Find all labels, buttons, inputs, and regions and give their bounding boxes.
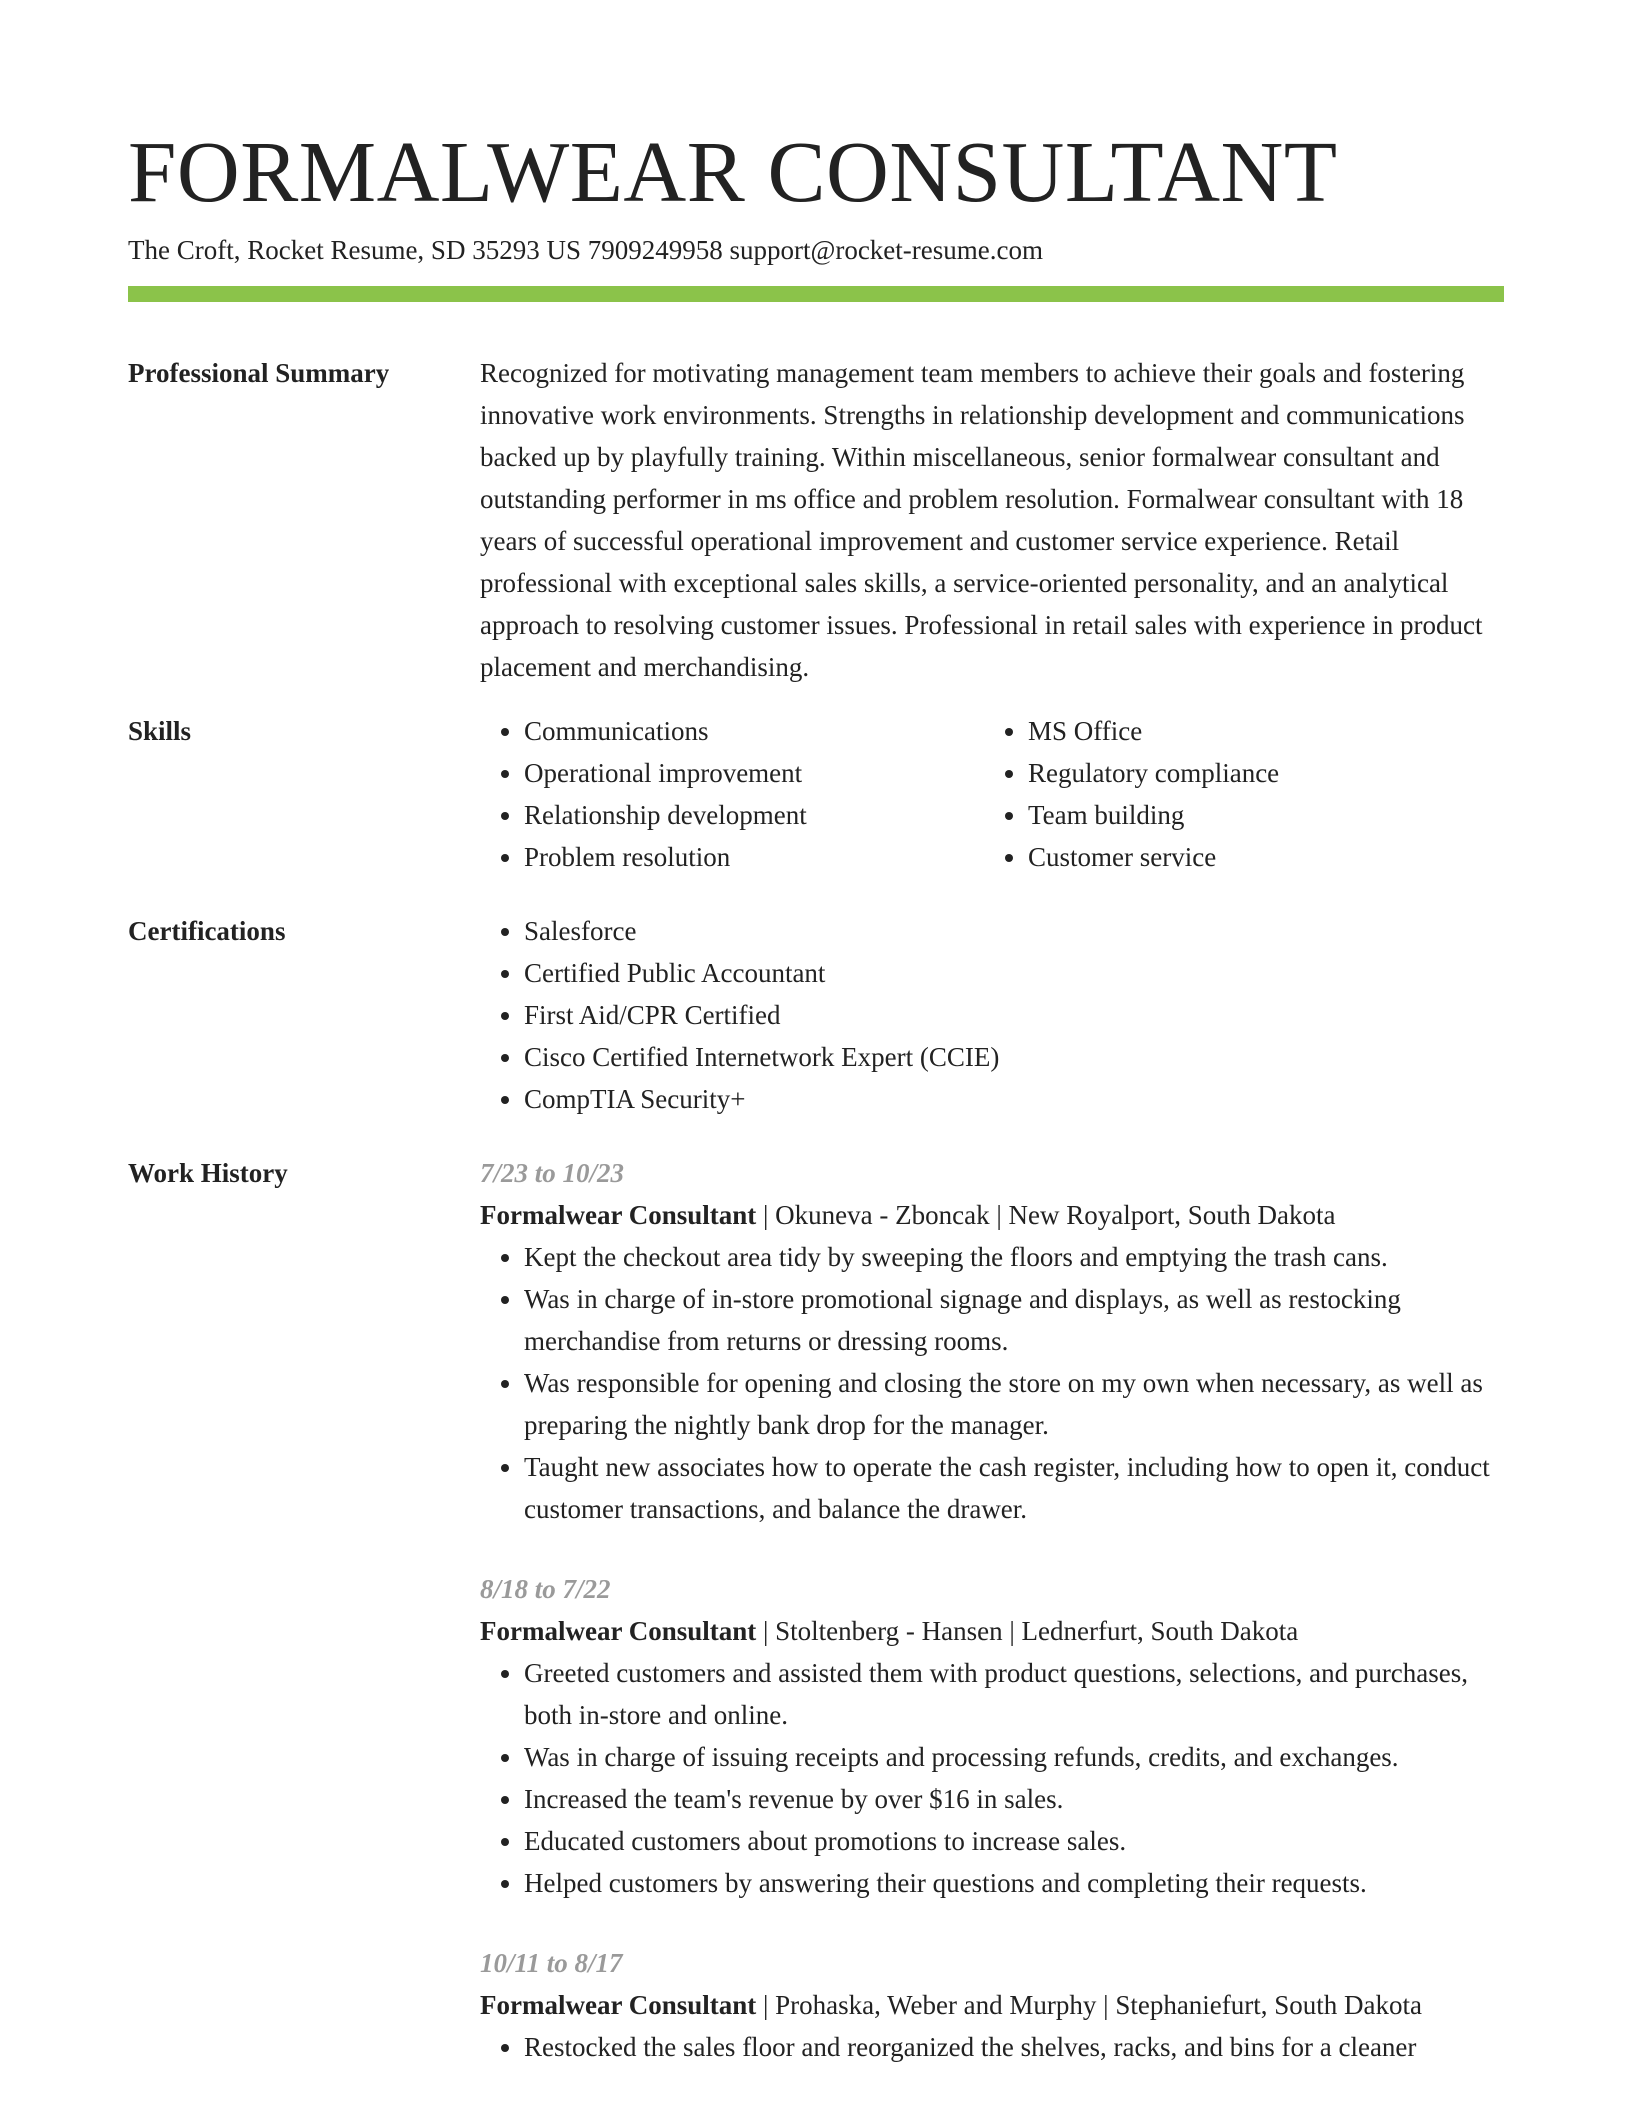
job-bullet: • Increased the team's revenue by over $16 in sales.: [524, 1778, 1504, 1820]
certifications-list: [480, 910, 1504, 1120]
job-bullet: • Was responsible for opening and closing the store on my own when necessary, as well as preparing the nightly bank drop for the manager.: [524, 1362, 1504, 1446]
certification-item: • First Aid/CPR Certified: [524, 994, 1504, 1036]
summary-heading: Professional Summary: [128, 358, 390, 388]
job-entry: [480, 1568, 1504, 1904]
job-entry: [480, 1152, 1504, 1530]
certifications-section: [128, 910, 1504, 1120]
job-bullet-list: [480, 2026, 1504, 2068]
skills-content: [480, 710, 1504, 878]
certification-item: • Cisco Certified Internetwork Expert (CCIE): [524, 1036, 1504, 1078]
contact-line: The Croft, Rocket Resume, SD 35293 US 7909249958 support@rocket-resume.com: [128, 235, 1043, 265]
job-employer-location: | Prohaska, Weber and Murphy | Stephaniefurt, South Dakota: [756, 1990, 1423, 2020]
summary-content: [480, 352, 1504, 688]
job-bullet: • Kept the checkout area tidy by sweeping the floors and emptying the trash cans.: [524, 1236, 1504, 1278]
skill-item: • Operational improvement: [524, 752, 984, 794]
work-history-content: [480, 1152, 1504, 2106]
skills-list-left: [480, 710, 984, 878]
job-title: Formalwear Consultant: [480, 1200, 757, 1230]
certifications-heading: Certifications: [128, 916, 286, 946]
skills-heading: Skills: [128, 716, 192, 746]
certification-item: • Certified Public Accountant: [524, 952, 1504, 994]
job-bullet-list: [480, 1652, 1504, 1904]
job-title: Formalwear Consultant: [480, 1990, 757, 2020]
job-dates: 8/18 to 7/22: [480, 1574, 611, 1604]
skills-section: [128, 710, 1504, 878]
job-heading: [480, 1194, 1504, 1236]
job-bullet: • Greeted customers and assisted them with product questions, selections, and purchases, both in-store and online.: [524, 1652, 1504, 1736]
job-bullet: • Restocked the sales floor and reorganized the shelves, racks, and bins for a cleaner: [524, 2026, 1504, 2068]
skill-item: • Regulatory compliance: [1028, 752, 1488, 794]
skill-item: • MS Office: [1028, 710, 1488, 752]
job-employer-location: | Stoltenberg - Hansen | Lednerfurt, South Dakota: [756, 1616, 1299, 1646]
work-history-heading: Work History: [128, 1158, 288, 1188]
accent-divider: [128, 286, 1504, 302]
certification-item: • Salesforce: [524, 910, 1504, 952]
skills-column-left: [480, 710, 984, 878]
certification-item: • CompTIA Security+: [524, 1078, 1504, 1120]
job-dates: 7/23 to 10/23: [480, 1158, 625, 1188]
certifications-content: [480, 910, 1504, 1120]
job-bullet: • Was in charge of issuing receipts and processing refunds, credits, and exchanges.: [524, 1736, 1504, 1778]
job-bullet-list: [480, 1236, 1504, 1530]
skill-item: • Team building: [1028, 794, 1488, 836]
job-heading: [480, 1610, 1504, 1652]
job-heading: [480, 1984, 1504, 2026]
job-bullet: • Taught new associates how to operate the cash register, including how to open it, conduct customer transactions, and balance the drawer.: [524, 1446, 1504, 1530]
job-dates: 10/11 to 8/17: [480, 1948, 623, 1978]
skill-item: • Relationship development: [524, 794, 984, 836]
job-title: Formalwear Consultant: [480, 1616, 757, 1646]
skill-item: • Problem resolution: [524, 836, 984, 878]
job-entry: [480, 1942, 1504, 2068]
skill-item: • Communications: [524, 710, 984, 752]
job-bullet: • Was in charge of in-store promotional signage and displays, as well as restocking merchandise from returns or dressing rooms.: [524, 1278, 1504, 1362]
skill-item: • Customer service: [1028, 836, 1488, 878]
summary-section: [128, 352, 1504, 688]
resume-name: FORMALWEAR CONSULTANT: [128, 123, 1338, 220]
job-bullet: • Helped customers by answering their questions and completing their requests.: [524, 1862, 1504, 1904]
job-employer-location: | Okuneva - Zboncak | New Royalport, South Dakota: [756, 1200, 1336, 1230]
skills-list-right: [984, 710, 1488, 878]
job-bullet: • Educated customers about promotions to increase sales.: [524, 1820, 1504, 1862]
work-history-section: [128, 1152, 1504, 2106]
summary-text: Recognized for motivating management team members to achieve their goals and fostering innovative work environments. Strengths in relationship development and communications backed up by playfully training. Within miscellaneous, senior formalwear consultant and outstanding performer in ms office and problem resolution. Formalwear consultant with 18 years of successful operational improvement and customer service experience. Retail professional with exceptional sales skills, a service-oriented personality, and an analytical approach to resolving customer issues. Professional in retail sales with experience in product placement and merchandising.: [480, 358, 1483, 682]
skills-column-right: [984, 710, 1488, 878]
